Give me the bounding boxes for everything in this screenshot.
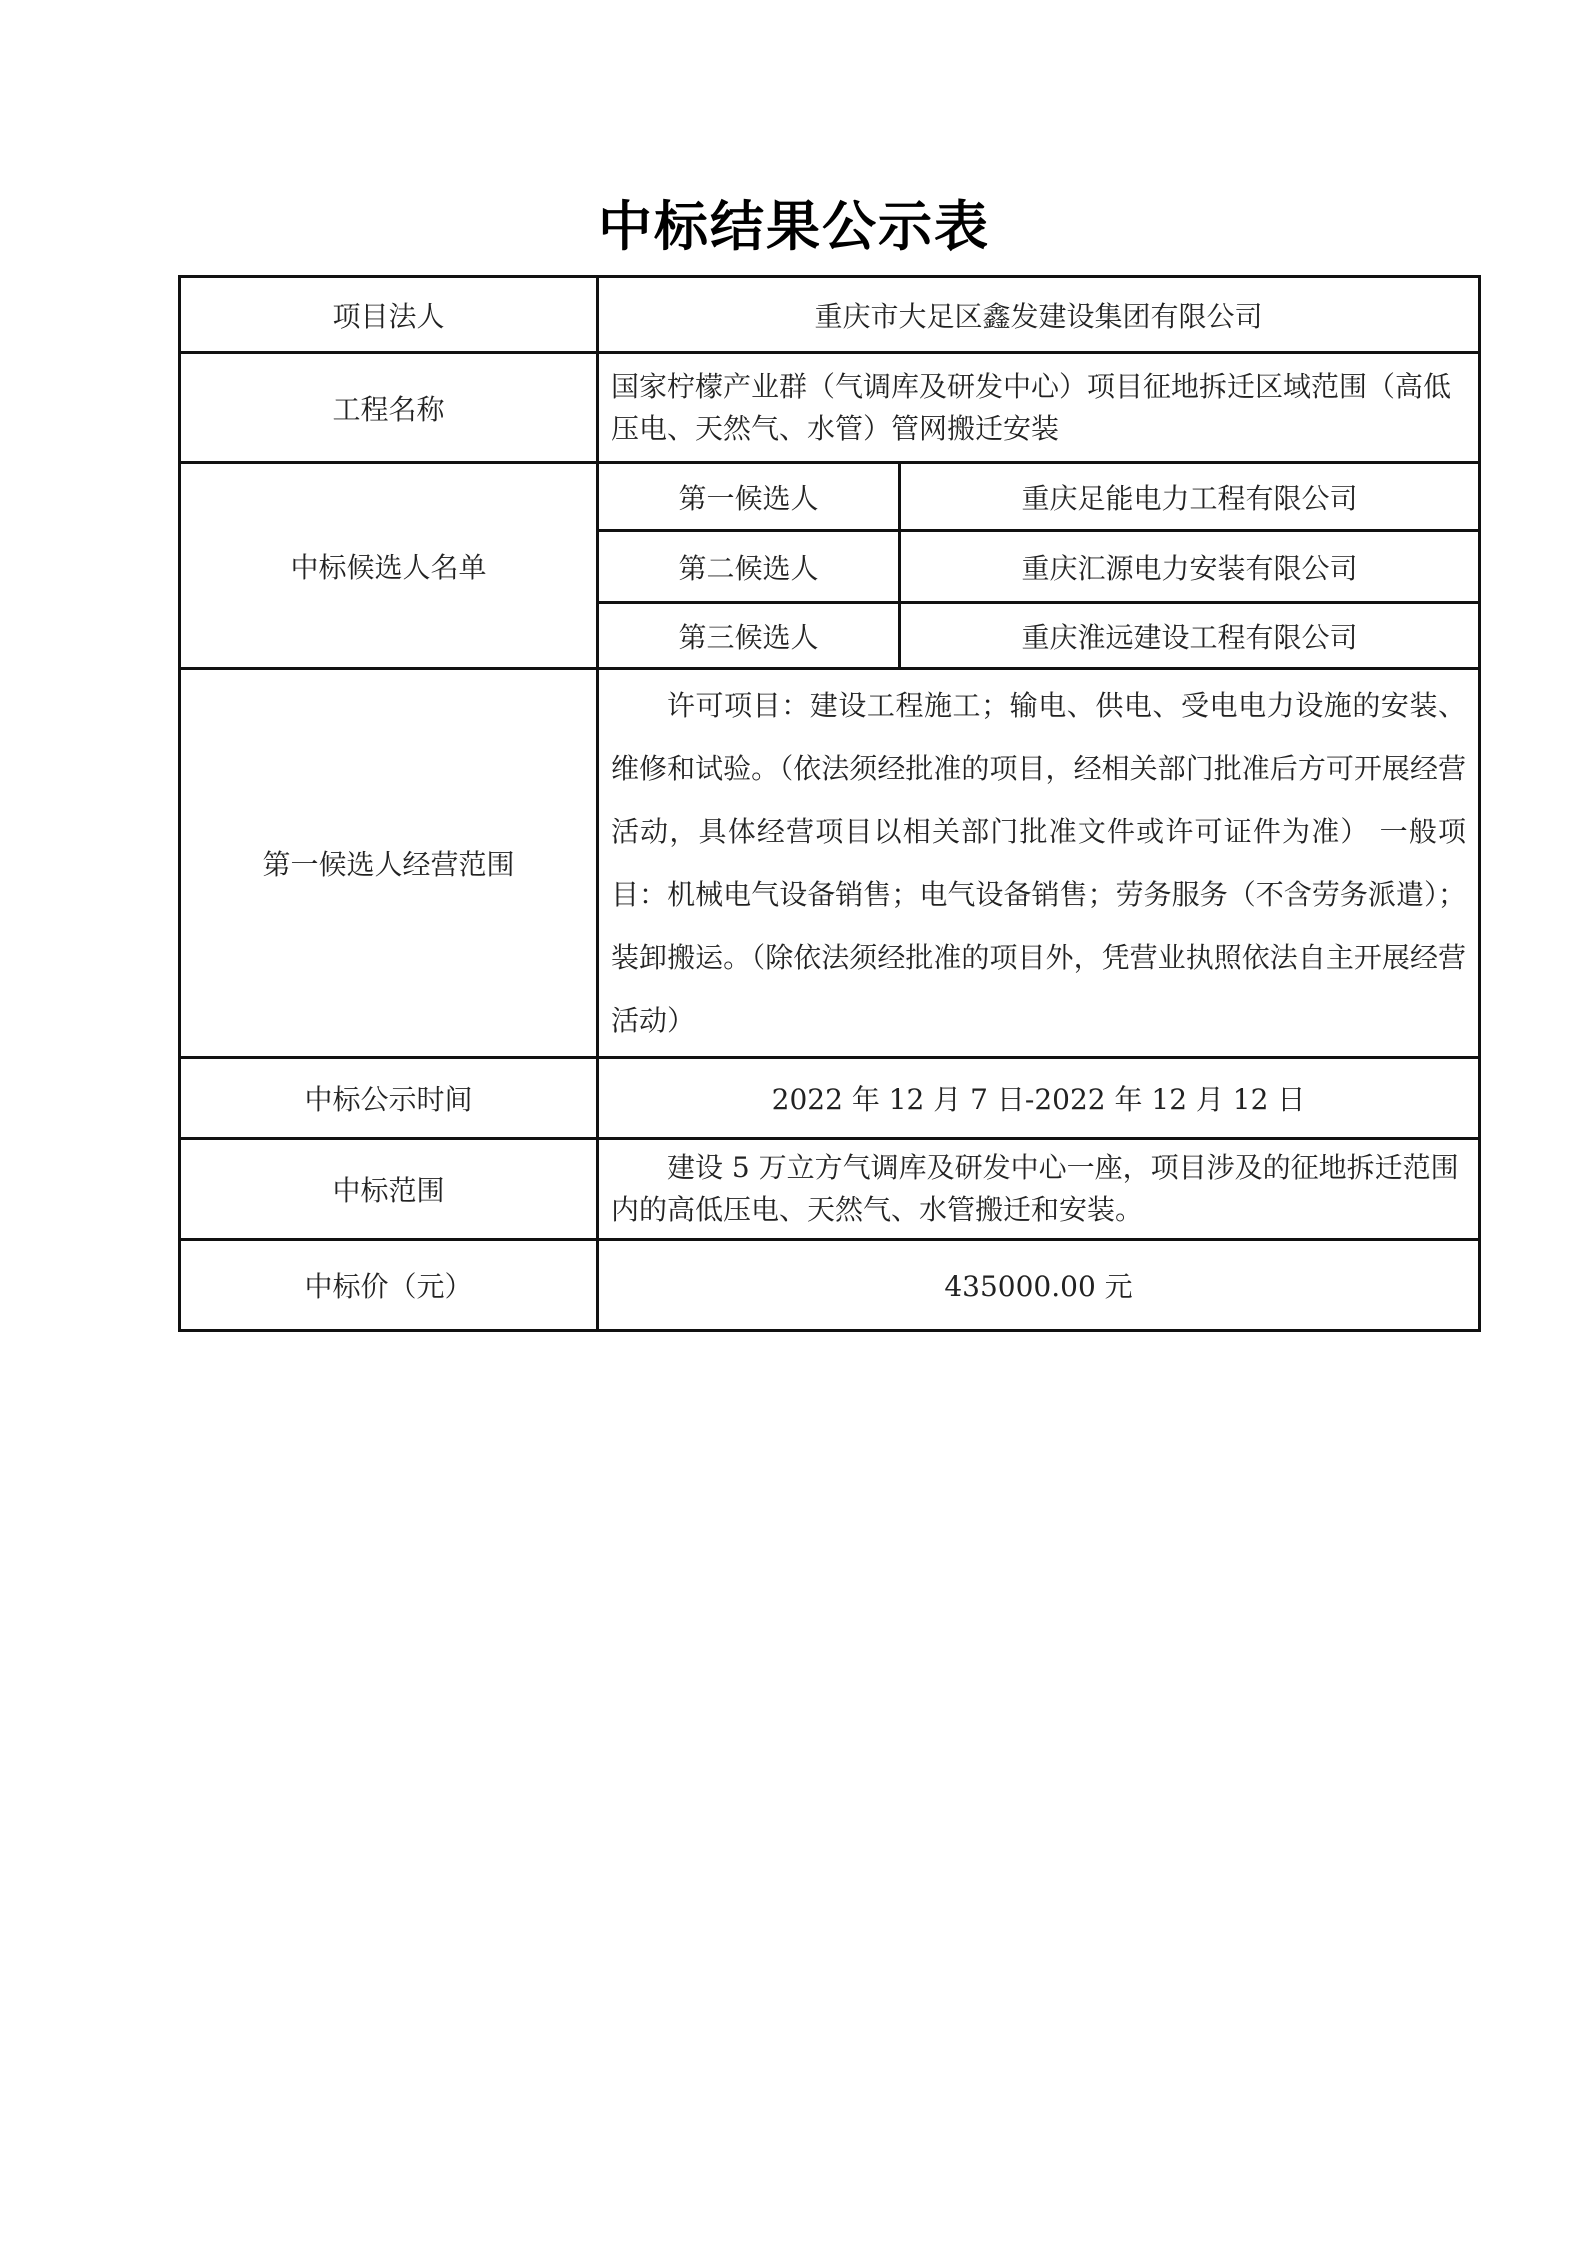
bid-scope-value: 建设 5 万立方气调库及研发中心一座，项目涉及的征地拆迁范围内的高低压电、天然气、水管搬迁和安装。 [598,1139,1480,1240]
bid-price-label: 中标价（元） [180,1240,598,1331]
row-bid-price [180,1240,1480,1331]
bid-scope-label: 中标范围 [180,1139,598,1240]
project-owner-value: 重庆市大足区鑫发建设集团有限公司 [598,277,1480,353]
candidate-name: 重庆足能电力工程有限公司 [900,463,1480,531]
candidate-rank: 第二候选人 [598,531,900,603]
row-candidate-1 [180,463,1480,531]
bid-price-value: 435000.00 元 [598,1240,1480,1331]
project-name-value: 国家柠檬产业群（气调库及研发中心）项目征地拆迁区域范围（高低压电、天然气、水管）管网搬迁安装 [598,353,1480,463]
candidate-rank: 第一候选人 [598,463,900,531]
page-title: 中标结果公示表 [598,195,990,258]
project-name-label: 工程名称 [180,353,598,463]
project-owner-label: 项目法人 [180,277,598,353]
candidate-name: 重庆淮远建设工程有限公司 [900,603,1480,669]
row-bid-scope [180,1139,1480,1240]
row-project-owner [180,277,1480,353]
bid-result-table [178,275,1481,1332]
row-business-scope [180,669,1480,1058]
business-scope-label: 第一候选人经营范围 [180,669,598,1058]
row-project-name [180,353,1480,463]
business-scope-value: 许可项目：建设工程施工；输电、供电、受电电力设施的安装、维修和试验。（依法须经批准的项目，经相关部门批准后方可开展经营活动，具体经营项目以相关部门批准文件或许可证件为准） 一般项目：机械电气设备销售；电气设备销售；劳务服务（不含劳务派遣）；装卸搬运。（除依法须经批准的项目外，凭营业执照依法自主开展经营活动） [598,669,1480,1058]
publicity-period-value: 2022 年 12 月 7 日-2022 年 12 月 12 日 [598,1058,1480,1139]
row-publicity-period [180,1058,1480,1139]
candidate-rank: 第三候选人 [598,603,900,669]
candidate-name: 重庆汇源电力安装有限公司 [900,531,1480,603]
candidates-label: 中标候选人名单 [180,463,598,669]
publicity-period-label: 中标公示时间 [180,1058,598,1139]
